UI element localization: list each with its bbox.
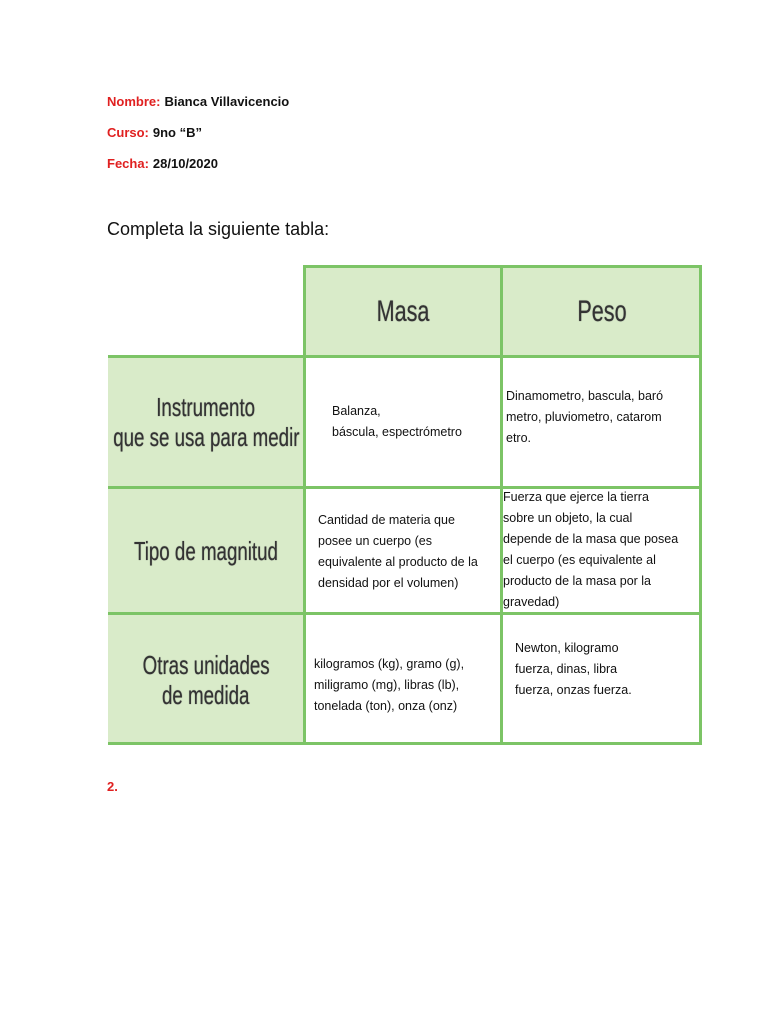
fecha-value: 28/10/2020	[152, 156, 218, 171]
cell-masa-instrumento: Balanza, báscula, espectrómetro	[332, 404, 462, 439]
instruction-text: Completa la siguiente tabla:	[107, 219, 330, 239]
table-border	[108, 355, 702, 358]
nombre-field	[107, 94, 289, 109]
row-label-tipo	[108, 487, 304, 614]
column-header-peso: Peso	[577, 294, 627, 328]
column-header-masa: Masa	[376, 294, 430, 328]
cell-peso-tipo: Fuerza que ejerce la tierra sobre un objeto, la cual depende de la masa que posea el cuerpo (es equivalente al producto de la masa por la gravedad)	[503, 490, 679, 609]
table-border	[108, 612, 702, 615]
curso-field	[107, 125, 202, 140]
table-border	[500, 265, 503, 745]
cell-masa-tipo: Cantidad de materia que posee un cuerpo (es equivalente al producto de la densidad por el volumen)	[318, 513, 478, 590]
cell-peso-instrumento: Dinamometro, bascula, baró metro, pluviometro, catarom etro.	[506, 389, 664, 445]
row-label-unidades	[108, 614, 304, 745]
table-border	[303, 265, 306, 745]
table-border	[108, 742, 702, 745]
comparison-table	[108, 260, 702, 745]
cell-masa-unidades: kilogramos (kg), gramo (g), miligramo (mg), libras (lb), tonelada (ton), onza (onz)	[314, 657, 465, 713]
curso-value: 9no “B”	[152, 125, 203, 140]
row-label-line: Otras unidades	[142, 649, 270, 680]
nombre-label: Nombre:	[107, 94, 161, 109]
table-border	[699, 265, 702, 745]
fecha-field	[107, 156, 218, 171]
cell-peso-unidades: Newton, kilogramo fuerza, dinas, libra fuerza, onzas fuerza.	[515, 641, 632, 697]
table-border	[304, 265, 702, 268]
row-label-line: Instrumento	[156, 392, 256, 422]
item-number-2: 2.	[107, 779, 118, 794]
nombre-value: Bianca Villavicencio	[164, 94, 290, 109]
row-label-line: de medida	[162, 679, 250, 710]
row-label-line: Tipo de magnitud	[134, 535, 278, 566]
fecha-label: Fecha:	[107, 156, 149, 171]
table-border	[108, 486, 702, 489]
curso-label: Curso:	[107, 125, 149, 140]
row-label-instrumento	[108, 357, 304, 487]
row-label-line: que se usa para medir	[112, 422, 300, 452]
